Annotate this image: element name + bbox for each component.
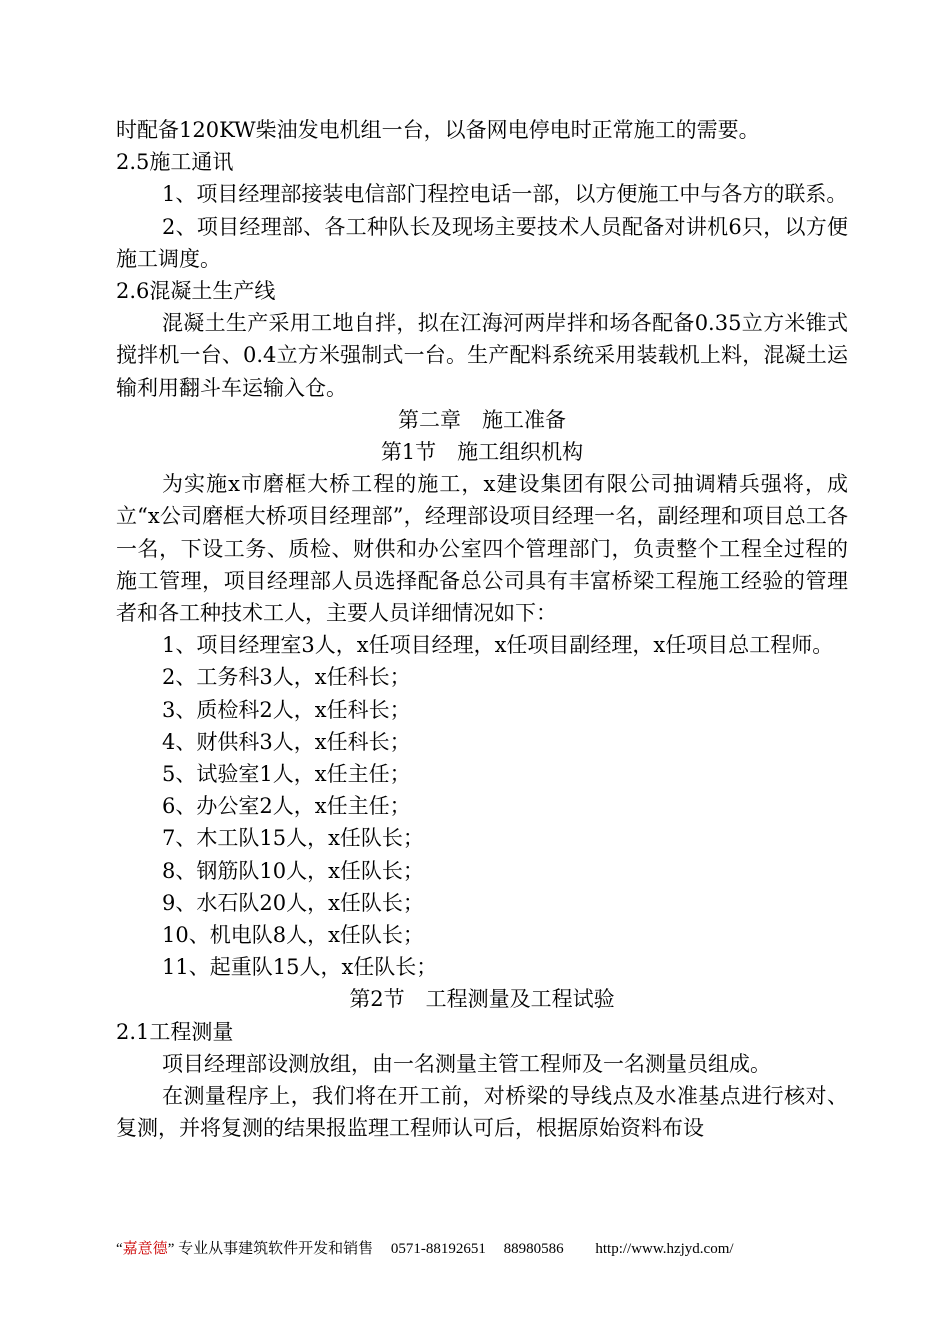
subsection-heading: 2.1工程测量: [116, 1019, 234, 1044]
footer-phone-2: 88980586: [503, 1241, 564, 1257]
body-paragraph: 6、办公室2人，x任主任；: [162, 794, 411, 819]
body-paragraph: 项目经理部设测放组，由一名测量主管工程师及一名测量员组成。: [162, 1051, 771, 1076]
body-paragraph: 7、木工队15人，x任队长；: [162, 826, 424, 851]
body-paragraph: 1、项目经理室3人，x任项目经理，x任项目副经理，x任项目总工程师。: [162, 633, 834, 658]
section-title: 第1节 施工组织机构: [380, 440, 584, 465]
document-body: [116, 114, 848, 1145]
section-title: 第2节 工程测量及工程试验: [349, 987, 615, 1012]
footer-phone-1: 0571-88192651: [390, 1241, 486, 1257]
body-paragraph: 10、机电队8人，x任队长；: [162, 923, 424, 948]
body-paragraph: 2、项目经理部、各工种队长及现场主要技术人员配备对讲机6只，以方便施工调度。: [116, 214, 848, 271]
footer-website-link[interactable]: http://www.hzjyd.com/: [595, 1241, 734, 1257]
body-paragraph: 混凝土生产采用工地自拌，拟在江海河两岸拌和场各配备0.35立方米锥式搅拌机一台、0.4立方米强制式一台。生产配料系统采用装载机上料，混凝土运输利用翻斗车运输入仓。: [116, 311, 848, 400]
body-paragraph: 9、水石队20人，x任队长；: [162, 890, 424, 915]
section-title: 第二章 施工准备: [398, 407, 566, 432]
footer-quote-close: ”: [167, 1241, 175, 1257]
footer-slogan: 专业从事建筑软件开发和销售: [178, 1241, 374, 1257]
body-paragraph: 在测量程序上，我们将在开工前，对桥梁的导线点及水准基点进行核对、复测，并将复测的结果报监理工程师认可后，根据原始资料布设: [116, 1084, 848, 1141]
body-paragraph: 1、项目经理部接装电信部门程控电话一部，以方便施工中与各方的联系。: [162, 182, 848, 207]
continued-paragraph: 时配备120KW柴油发电机组一台，以备网电停电时正常施工的需要。: [116, 118, 760, 142]
page-footer: [116, 1239, 848, 1259]
footer-quote-open: “: [116, 1241, 123, 1257]
body-paragraph: 3、质检科2人，x任科长；: [162, 697, 411, 722]
subsection-heading: 2.5施工通讯: [116, 150, 234, 175]
footer-brand-name: 嘉意德: [122, 1241, 168, 1257]
body-paragraph: 11、起重队15人，x任队长；: [162, 955, 438, 980]
subsection-heading: 2.6混凝土生产线: [116, 279, 276, 304]
body-paragraph: 为实施x市磨框大桥工程的施工，x建设集团有限公司抽调精兵强将，成立“x公司磨框大桥项目经理部”，经理部设项目经理一名，副经理和项目总工各一名，下设工务、质检、财供和办公室四个管理部门，负责整个工程全过程的施工管理，项目经理部人员选择配备总公司具有丰富桥梁工程施工经验的管理者和各工种技术工人，主要人员详细情况如下：: [116, 472, 848, 626]
body-paragraph: 5、试验室1人，x任主任；: [162, 762, 411, 787]
body-paragraph: 2、工务科3人，x任科长；: [162, 665, 411, 690]
body-paragraph: 4、财供科3人，x任科长；: [162, 729, 411, 754]
body-paragraph: 8、钢筋队10人，x任队长；: [162, 858, 424, 883]
